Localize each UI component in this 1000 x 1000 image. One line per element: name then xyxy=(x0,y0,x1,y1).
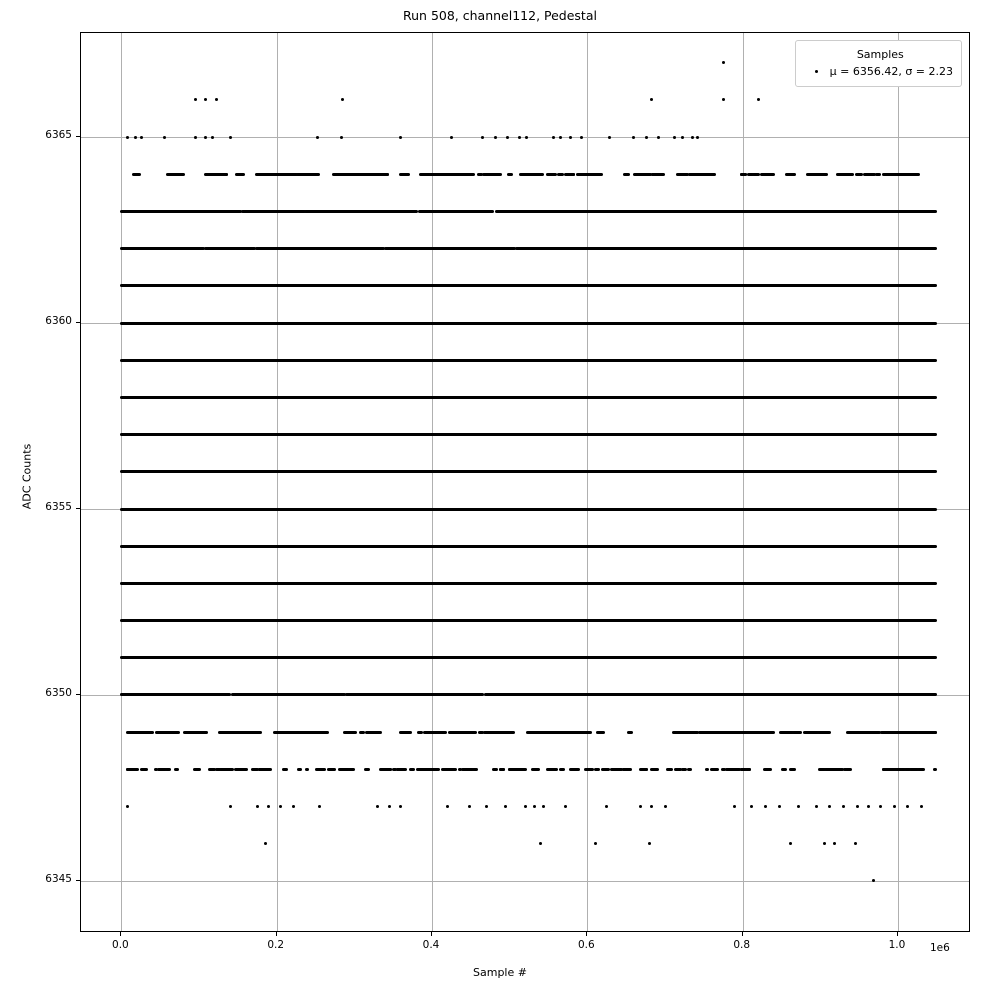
scatter-point xyxy=(559,136,562,139)
scatter-band xyxy=(159,731,167,734)
scatter-band xyxy=(120,619,937,622)
scatter-point xyxy=(648,842,651,845)
scatter-band xyxy=(231,693,346,696)
scatter-point xyxy=(279,805,282,808)
x-gridline xyxy=(898,33,899,931)
scatter-band xyxy=(752,731,763,734)
scatter-band xyxy=(745,768,751,771)
scatter-band xyxy=(576,173,590,176)
scatter-band xyxy=(687,768,692,771)
scatter-band xyxy=(417,731,423,734)
scatter-band xyxy=(789,768,796,771)
scatter-band xyxy=(594,768,600,771)
scatter-band xyxy=(450,731,463,734)
scatter-band xyxy=(785,173,797,176)
y-tick-label: 6355 xyxy=(45,501,72,514)
scatter-band xyxy=(933,768,937,771)
scatter-band xyxy=(235,173,245,176)
scatter-band xyxy=(215,768,221,771)
scatter-band xyxy=(221,768,226,771)
plot-area xyxy=(80,32,970,932)
scatter-band xyxy=(831,768,840,771)
scatter-band xyxy=(282,768,288,771)
scatter-point xyxy=(539,842,542,845)
scatter-point xyxy=(639,805,642,808)
scatter-band xyxy=(304,210,418,213)
scatter-point xyxy=(506,136,509,139)
scatter-band xyxy=(193,768,200,771)
x-tick xyxy=(120,932,121,936)
scatter-point xyxy=(126,136,129,139)
scatter-band xyxy=(882,768,891,771)
x-gridline xyxy=(432,33,433,931)
scatter-point xyxy=(340,136,343,139)
scatter-band xyxy=(806,173,824,176)
scatter-band xyxy=(546,173,557,176)
scatter-point xyxy=(518,136,521,139)
scatter-band xyxy=(120,396,937,399)
scatter-band xyxy=(418,210,495,213)
scatter-band xyxy=(547,731,565,734)
scatter-band xyxy=(818,731,829,734)
scatter-point xyxy=(650,805,653,808)
scatter-band xyxy=(846,768,852,771)
scatter-band xyxy=(584,768,590,771)
scatter-band xyxy=(868,731,879,734)
scatter-band xyxy=(639,768,647,771)
scatter-point xyxy=(650,98,653,101)
scatter-point xyxy=(605,805,608,808)
scatter-band xyxy=(404,731,413,734)
scatter-band xyxy=(557,173,565,176)
scatter-point xyxy=(318,805,321,808)
y-tick xyxy=(76,508,80,509)
scatter-band xyxy=(573,768,579,771)
scatter-band xyxy=(484,693,597,696)
scatter-band xyxy=(783,731,794,734)
y-gridline xyxy=(81,881,969,882)
scatter-band xyxy=(909,768,915,771)
y-tick xyxy=(76,880,80,881)
scatter-band xyxy=(120,284,937,287)
scatter-point xyxy=(664,805,667,808)
scatter-band xyxy=(360,173,368,176)
x-gridline xyxy=(121,33,122,931)
scatter-band xyxy=(261,768,269,771)
scatter-point xyxy=(764,805,767,808)
scatter-point xyxy=(833,842,836,845)
legend-entry-label: μ = 6356.42, σ = 2.23 xyxy=(829,65,953,78)
scatter-band xyxy=(120,247,205,250)
scatter-point xyxy=(828,805,831,808)
scatter-band xyxy=(891,768,900,771)
scatter-band xyxy=(341,768,350,771)
scatter-band xyxy=(364,768,369,771)
scatter-band xyxy=(603,768,607,771)
scatter-band xyxy=(651,173,660,176)
scatter-point xyxy=(194,136,197,139)
scatter-band xyxy=(392,768,397,771)
scatter-band xyxy=(688,731,697,734)
scatter-band xyxy=(345,693,485,696)
scatter-band xyxy=(855,173,864,176)
scatter-band xyxy=(174,173,185,176)
x-gridline xyxy=(277,33,278,931)
scatter-band xyxy=(423,731,440,734)
scatter-band xyxy=(419,173,432,176)
scatter-band xyxy=(183,731,202,734)
scatter-point xyxy=(134,136,137,139)
scatter-point xyxy=(446,805,449,808)
x-axis-offset-label: 1e6 xyxy=(930,942,950,954)
scatter-point xyxy=(823,842,826,845)
scatter-band xyxy=(623,173,630,176)
scatter-band xyxy=(493,731,503,734)
scatter-band xyxy=(120,693,231,696)
scatter-point xyxy=(292,805,295,808)
scatter-band xyxy=(369,173,381,176)
scatter-band xyxy=(443,768,451,771)
scatter-band xyxy=(332,173,350,176)
scatter-band xyxy=(478,731,484,734)
scatter-band xyxy=(120,359,937,362)
scatter-band xyxy=(650,768,658,771)
scatter-band xyxy=(492,768,498,771)
x-tick-label: 0.2 xyxy=(267,939,285,951)
scatter-band xyxy=(507,173,513,176)
scatter-point xyxy=(778,805,781,808)
scatter-band xyxy=(174,768,178,771)
scatter-band xyxy=(314,731,329,734)
scatter-band xyxy=(420,768,429,771)
scatter-point xyxy=(854,842,857,845)
scatter-band xyxy=(863,173,873,176)
scatter-band xyxy=(204,247,256,250)
scatter-band xyxy=(455,173,465,176)
scatter-band xyxy=(369,731,383,734)
scatter-band xyxy=(559,768,565,771)
scatter-band xyxy=(765,731,775,734)
scatter-band xyxy=(526,731,540,734)
scatter-band xyxy=(515,247,938,250)
y-tick xyxy=(76,136,80,137)
scatter-band xyxy=(231,731,246,734)
scatter-point xyxy=(504,805,507,808)
scatter-point xyxy=(126,805,129,808)
scatter-band xyxy=(760,173,770,176)
scatter-point xyxy=(211,136,214,139)
scatter-band xyxy=(622,768,630,771)
scatter-band xyxy=(740,173,747,176)
scatter-band xyxy=(890,173,900,176)
scatter-point xyxy=(842,805,845,808)
legend-entry-row xyxy=(804,63,953,80)
scatter-point xyxy=(399,136,402,139)
scatter-band xyxy=(409,768,414,771)
scatter-band xyxy=(399,173,410,176)
scatter-band xyxy=(917,768,925,771)
scatter-band xyxy=(477,173,483,176)
scatter-point xyxy=(468,805,471,808)
x-tick-label: 0.0 xyxy=(112,939,129,951)
y-tick xyxy=(76,694,80,695)
scatter-band xyxy=(636,173,652,176)
scatter-point xyxy=(815,805,818,808)
scatter-band xyxy=(547,768,555,771)
x-tick xyxy=(586,932,587,936)
scatter-band xyxy=(472,768,478,771)
scatter-point xyxy=(673,136,676,139)
scatter-band xyxy=(120,433,937,436)
scatter-band xyxy=(495,210,938,213)
scatter-point xyxy=(872,879,875,882)
scatter-band xyxy=(900,768,906,771)
scatter-band xyxy=(439,173,449,176)
scatter-point xyxy=(140,136,143,139)
scatter-band xyxy=(255,173,261,176)
scatter-point xyxy=(750,805,753,808)
legend-marker-icon xyxy=(804,70,830,74)
scatter-band xyxy=(826,768,831,771)
scatter-band xyxy=(752,173,760,176)
scatter-point xyxy=(524,805,527,808)
scatter-band xyxy=(317,768,323,771)
x-tick-label: 0.6 xyxy=(577,939,595,951)
scatter-point xyxy=(215,98,218,101)
legend-title-row xyxy=(804,46,953,63)
scatter-point xyxy=(608,136,611,139)
scatter-band xyxy=(435,768,439,771)
x-gridline xyxy=(743,33,744,931)
scatter-band xyxy=(131,768,139,771)
x-tick xyxy=(742,932,743,936)
scatter-band xyxy=(120,545,937,548)
scatter-band xyxy=(582,731,592,734)
scatter-band xyxy=(401,768,407,771)
scatter-band xyxy=(140,768,148,771)
scatter-band xyxy=(120,508,937,511)
scatter-band xyxy=(525,173,544,176)
scatter-point xyxy=(376,805,379,808)
scatter-band xyxy=(143,731,155,734)
x-axis-label: Sample # xyxy=(473,966,527,979)
scatter-point xyxy=(569,136,572,139)
x-tick xyxy=(276,932,277,936)
scatter-point xyxy=(341,98,344,101)
scatter-band xyxy=(680,173,689,176)
scatter-point xyxy=(204,136,207,139)
scatter-band xyxy=(297,768,302,771)
scatter-point xyxy=(681,136,684,139)
x-tick-label: 1.0 xyxy=(888,939,906,951)
scatter-band xyxy=(627,731,633,734)
scatter-band xyxy=(165,768,171,771)
scatter-point xyxy=(229,136,232,139)
scatter-point xyxy=(564,805,567,808)
scatter-point xyxy=(316,136,319,139)
scatter-band xyxy=(567,173,575,176)
scatter-band xyxy=(467,173,473,176)
scatter-band xyxy=(666,768,672,771)
chart-title: Run 508, channel112, Pedestal xyxy=(403,8,597,23)
scatter-band xyxy=(594,693,937,696)
scatter-band xyxy=(875,173,881,176)
scatter-point xyxy=(879,805,882,808)
scatter-point xyxy=(645,136,648,139)
scatter-point xyxy=(696,136,699,139)
scatter-point xyxy=(797,805,800,808)
scatter-band xyxy=(677,768,682,771)
scatter-point xyxy=(399,805,402,808)
scatter-point xyxy=(733,805,736,808)
scatter-band xyxy=(929,731,937,734)
scatter-band xyxy=(385,768,393,771)
y-axis-label: ADC Counts xyxy=(20,443,34,510)
scatter-band xyxy=(781,768,787,771)
scatter-band xyxy=(679,731,689,734)
scatter-band xyxy=(818,768,826,771)
scatter-point xyxy=(194,98,197,101)
scatter-point xyxy=(256,805,259,808)
scatter-band xyxy=(519,768,527,771)
scatter-band xyxy=(343,731,357,734)
legend-title: Samples xyxy=(856,48,904,61)
scatter-band xyxy=(255,247,385,250)
scatter-point xyxy=(722,61,725,64)
y-tick xyxy=(76,322,80,323)
scatter-point xyxy=(229,805,232,808)
x-tick-label: 0.4 xyxy=(422,939,440,951)
scatter-point xyxy=(533,805,536,808)
scatter-point xyxy=(594,842,597,845)
scatter-band xyxy=(803,731,819,734)
scatter-band xyxy=(461,731,477,734)
x-gridline xyxy=(587,33,588,931)
scatter-point xyxy=(657,136,660,139)
scatter-point xyxy=(757,98,760,101)
scatter-band xyxy=(305,768,309,771)
scatter-band xyxy=(839,173,845,176)
scatter-point xyxy=(163,136,166,139)
scatter-band xyxy=(701,731,708,734)
scatter-point xyxy=(264,842,267,845)
scatter-band xyxy=(300,173,313,176)
chart-legend xyxy=(795,40,962,87)
scatter-band xyxy=(273,731,288,734)
scatter-point xyxy=(481,136,484,139)
scatter-band xyxy=(264,173,283,176)
scatter-band xyxy=(120,210,242,213)
y-tick-label: 6350 xyxy=(45,686,72,699)
scatter-point xyxy=(580,136,583,139)
scatter-point xyxy=(552,136,555,139)
scatter-band xyxy=(120,582,937,585)
scatter-point xyxy=(789,842,792,845)
scatter-band xyxy=(461,768,469,771)
scatter-band xyxy=(596,731,605,734)
scatter-point xyxy=(722,98,725,101)
scatter-band xyxy=(384,247,516,250)
scatter-point xyxy=(204,98,207,101)
scatter-band xyxy=(204,173,221,176)
scatter-point xyxy=(494,136,497,139)
scatter-band xyxy=(251,768,257,771)
scatter-band xyxy=(727,731,743,734)
scatter-band xyxy=(891,731,910,734)
scatter-point xyxy=(856,805,859,808)
scatter-band xyxy=(846,731,864,734)
scatter-band xyxy=(236,768,242,771)
scatter-band xyxy=(132,173,141,176)
y-tick-label: 6360 xyxy=(45,315,72,328)
scatter-band xyxy=(482,173,500,176)
scatter-point xyxy=(906,805,909,808)
scatter-band xyxy=(763,768,771,771)
x-tick xyxy=(431,932,432,936)
scatter-band xyxy=(681,768,686,771)
scatter-band xyxy=(688,173,706,176)
x-tick xyxy=(897,932,898,936)
scatter-point xyxy=(525,136,528,139)
y-tick-label: 6365 xyxy=(45,129,72,142)
scatter-band xyxy=(710,768,718,771)
scatter-band xyxy=(705,768,710,771)
scatter-band xyxy=(120,322,937,325)
scatter-point xyxy=(893,805,896,808)
scatter-point xyxy=(485,805,488,808)
scatter-band xyxy=(157,768,165,771)
x-tick-label: 0.8 xyxy=(733,939,751,951)
scatter-band xyxy=(331,768,335,771)
y-tick-label: 6345 xyxy=(45,872,72,885)
scatter-point xyxy=(867,805,870,808)
scatter-band xyxy=(531,768,538,771)
scatter-band xyxy=(208,768,213,771)
scatter-band xyxy=(120,470,937,473)
scatter-point xyxy=(267,805,270,808)
scatter-point xyxy=(542,805,545,808)
scatter-band xyxy=(725,768,732,771)
scatter-point xyxy=(450,136,453,139)
scatter-band xyxy=(499,768,505,771)
scatter-point xyxy=(920,805,923,808)
scatter-band xyxy=(416,768,422,771)
scatter-band xyxy=(903,173,920,176)
scatter-band xyxy=(241,210,306,213)
scatter-point xyxy=(632,136,635,139)
scatter-band xyxy=(120,656,937,659)
scatter-point xyxy=(388,805,391,808)
